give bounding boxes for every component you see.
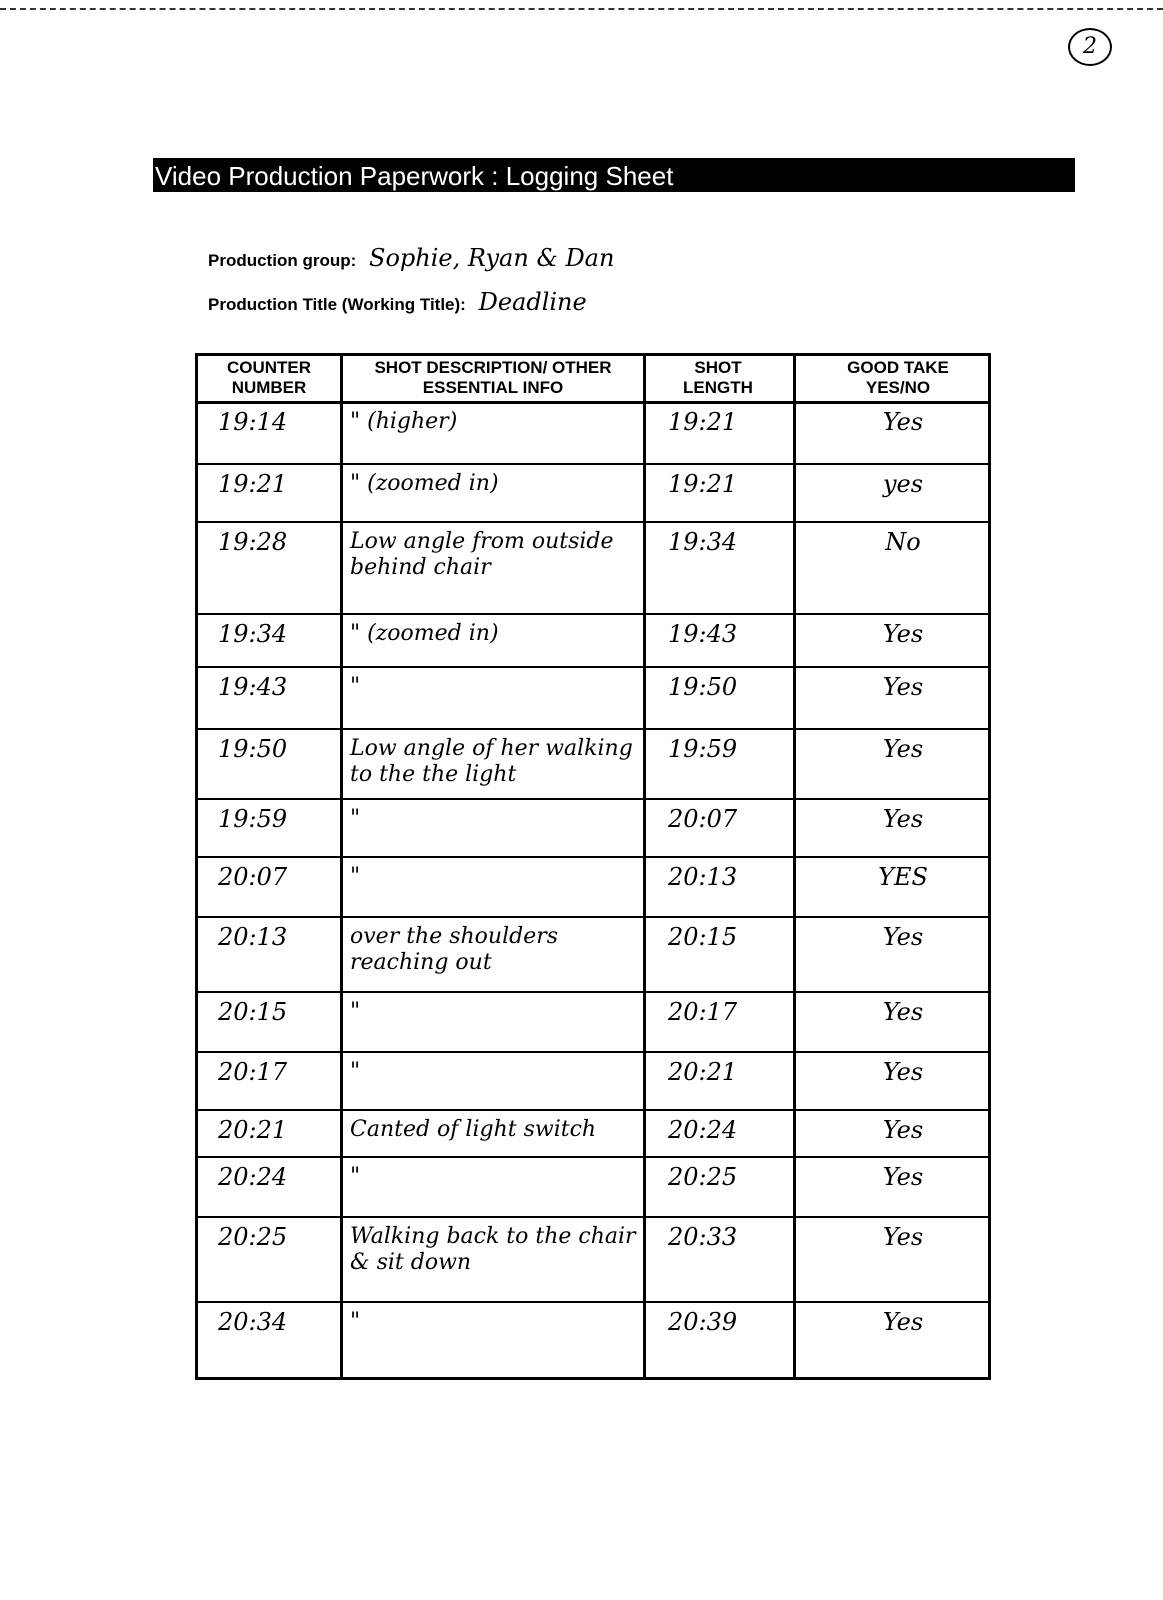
sheet-title: Video Production Paperwork : Logging Sheet [153, 158, 1075, 192]
good-take: Yes [882, 1116, 924, 1144]
good-take: Yes [882, 408, 924, 436]
header-good-take: GOOD TAKE YES/NO [847, 358, 949, 397]
table-row [198, 993, 988, 1053]
counter-number: 19:21 [218, 470, 288, 498]
good-take: Yes [882, 620, 924, 648]
counter-number: 20:24 [218, 1163, 288, 1191]
shot-description: Low angle from outside behind chair [350, 529, 614, 580]
counter-number: 19:34 [218, 620, 288, 648]
shot-description: Canted of light switch [350, 1117, 597, 1142]
shot-length: 20:33 [668, 1223, 738, 1251]
counter-number: 19:59 [218, 805, 288, 833]
table-row [198, 403, 988, 465]
shot-description: " [350, 1059, 361, 1084]
table-row [198, 1053, 988, 1111]
shot-description: " (higher) [350, 409, 458, 434]
counter-number: 19:50 [218, 735, 288, 763]
production-title-value: Deadline [478, 288, 587, 316]
counter-number: 20:17 [218, 1058, 288, 1086]
table-row [198, 1158, 988, 1218]
shot-description: Low angle of her walking to the the light [350, 736, 633, 787]
table-row [198, 668, 988, 730]
good-take: yes [882, 470, 924, 498]
good-take: Yes [882, 673, 924, 701]
shot-description: over the shoulders reaching out [350, 924, 559, 975]
table-row [198, 800, 988, 858]
shot-length: 20:21 [668, 1058, 738, 1086]
shot-length: 20:15 [668, 923, 738, 951]
table-row [198, 858, 988, 918]
good-take: No [885, 528, 921, 556]
shot-length: 20:07 [668, 805, 738, 833]
scan-edge-dashes [0, 8, 1163, 10]
shot-description: " [350, 806, 361, 831]
good-take: Yes [882, 1058, 924, 1086]
shot-length: 20:13 [668, 863, 738, 891]
counter-number: 20:13 [218, 923, 288, 951]
table-row [198, 1303, 988, 1376]
shot-length: 19:21 [668, 470, 738, 498]
table-row [198, 615, 988, 668]
table-row [198, 1111, 988, 1158]
table-row [198, 730, 988, 800]
shot-description: " [350, 999, 361, 1024]
logging-table [195, 353, 991, 1380]
page-number: 2 [1068, 28, 1112, 66]
shot-length: 19:43 [668, 620, 738, 648]
shot-description: " [350, 1309, 361, 1334]
production-group [208, 244, 614, 272]
shot-description: " [350, 864, 361, 889]
counter-number: 19:28 [218, 528, 288, 556]
counter-number: 20:34 [218, 1308, 288, 1336]
shot-description: " (zoomed in) [350, 621, 499, 646]
shot-length: 20:39 [668, 1308, 738, 1336]
table-row [198, 1218, 988, 1303]
production-group-label: Production group: [208, 251, 357, 270]
counter-number: 19:14 [218, 408, 288, 436]
shot-length: 20:25 [668, 1163, 738, 1191]
good-take: Yes [882, 735, 924, 763]
shot-description: " (zoomed in) [350, 471, 499, 496]
shot-length: 19:21 [668, 408, 738, 436]
table-row [198, 918, 988, 993]
good-take: Yes [882, 923, 924, 951]
shot-length: 19:59 [668, 735, 738, 763]
good-take: Yes [882, 805, 924, 833]
header-shot-description: SHOT DESCRIPTION/ OTHER ESSENTIAL INFO [374, 358, 612, 397]
shot-length: 19:50 [668, 673, 738, 701]
counter-number: 19:43 [218, 673, 288, 701]
good-take: Yes [882, 998, 924, 1026]
production-group-value: Sophie, Ryan & Dan [369, 244, 615, 272]
shot-length: 20:24 [668, 1116, 738, 1144]
shot-description: Walking back to the chair & sit down [350, 1224, 636, 1275]
counter-number: 20:25 [218, 1223, 288, 1251]
table-row [198, 523, 988, 615]
shot-length: 19:34 [668, 528, 738, 556]
counter-number: 20:07 [218, 863, 288, 891]
good-take: Yes [882, 1308, 924, 1336]
header-shot-length: SHOT LENGTH [683, 358, 753, 397]
table-header [198, 356, 988, 404]
shot-description: " [350, 1164, 361, 1189]
table-row [198, 465, 988, 523]
good-take: Yes [882, 1223, 924, 1251]
header-counter-number: COUNTER NUMBER [226, 358, 312, 397]
counter-number: 20:21 [218, 1116, 288, 1144]
good-take: Yes [882, 1163, 924, 1191]
production-title [208, 288, 587, 316]
counter-number: 20:15 [218, 998, 288, 1026]
shot-length: 20:17 [668, 998, 738, 1026]
shot-description: " [350, 674, 361, 699]
production-title-label: Production Title (Working Title): [208, 295, 466, 314]
good-take: YES [878, 863, 928, 891]
